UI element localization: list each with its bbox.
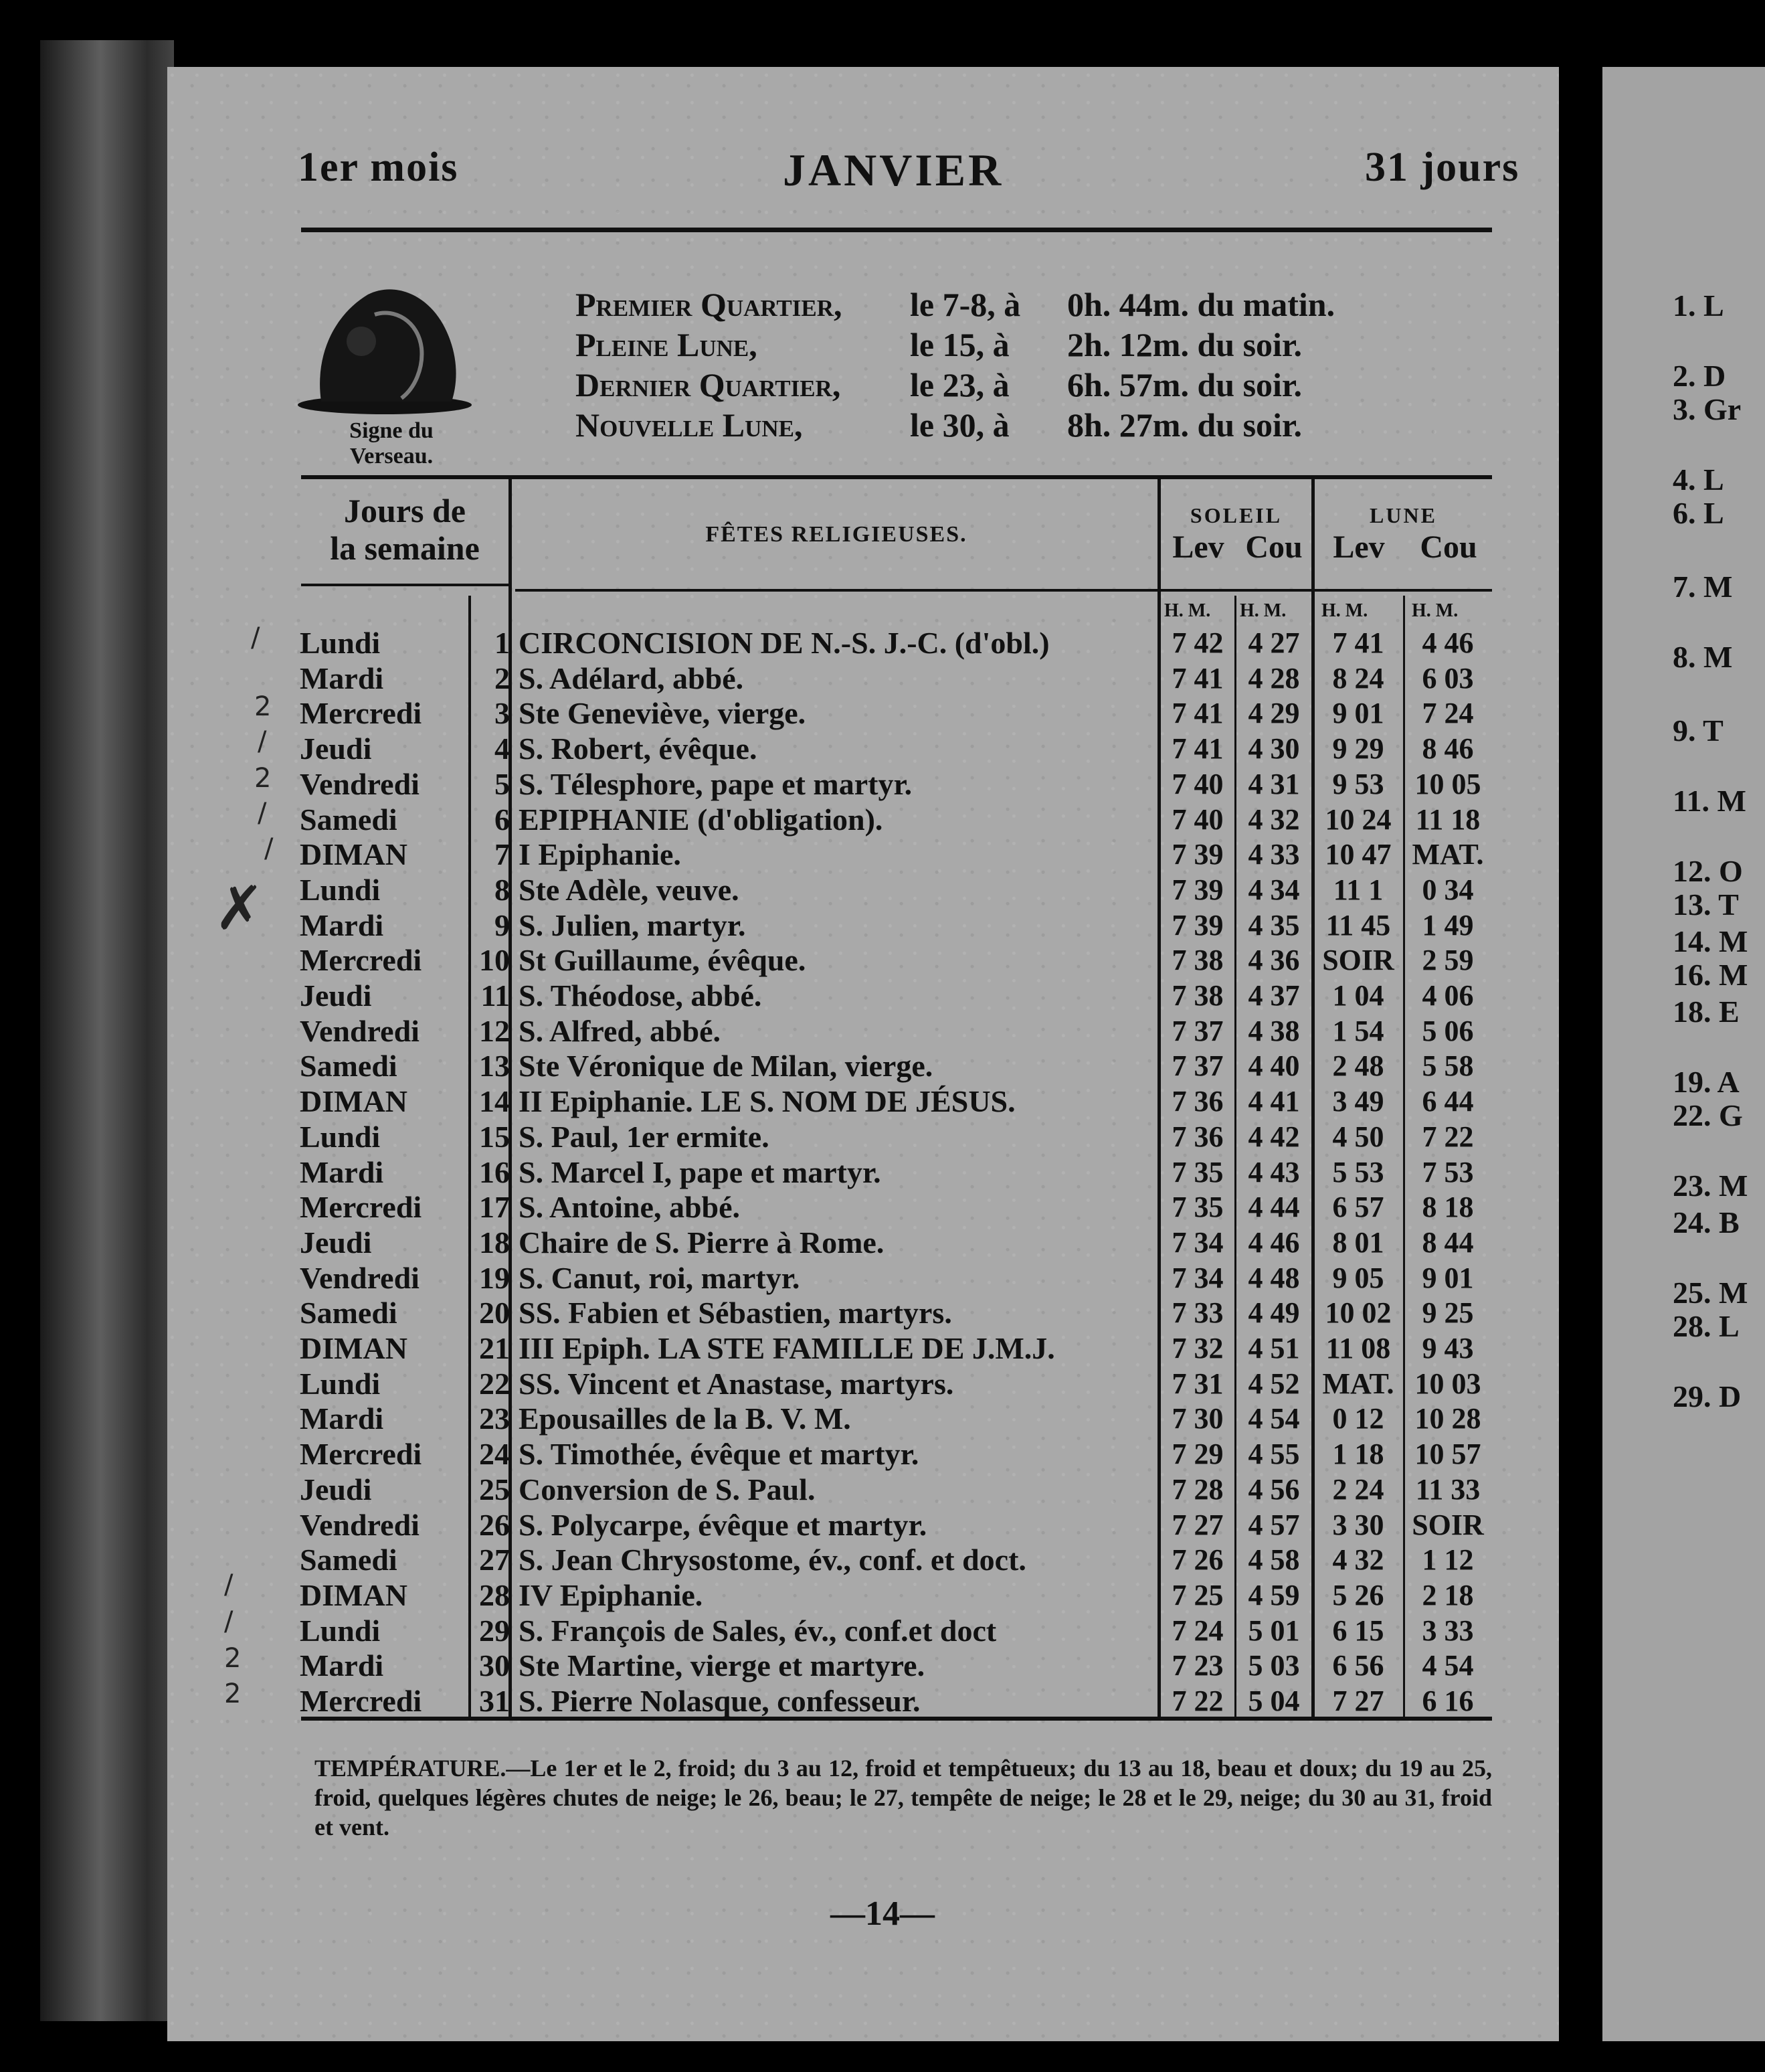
day-number-cell: 27: [479, 1543, 510, 1577]
feast-cell: S. Adélard, abbé.: [519, 661, 744, 695]
table-header-rule: [515, 589, 1492, 592]
sun-rise-header: Lev: [1172, 529, 1224, 565]
handwritten-mark: /: [258, 798, 267, 829]
sunrise-cell: 7 23: [1172, 1649, 1224, 1682]
feast-cell: S. Canut, roi, martyr.: [519, 1261, 800, 1295]
moonset-cell: 7 22: [1422, 1120, 1474, 1153]
sunset-cell: 4 40: [1248, 1049, 1300, 1082]
feast-cell: Epousailles de la B. V. M.: [519, 1401, 851, 1436]
weekday-cell: Mercredi: [300, 1437, 422, 1471]
weekday-cell: Vendredi: [300, 767, 420, 801]
day-number-cell: 14: [479, 1084, 510, 1118]
feast-cell: S. Marcel I, pape et martyr.: [519, 1155, 881, 1189]
sunset-cell: 4 31: [1248, 768, 1300, 800]
temperature-note: TEMPÉRATURE.—Le 1er et le 2, froid; du 3 au 12, froid et tempêtueux; du 13 au 18, beau et doux; du 19 au 25, froid, quelques légères chutes de neige; le 26, beau; le 27, tempête de neige; le 28 et le 29, neige; du 30 au 31, froid et vent.: [314, 1755, 1492, 1840]
header-rule: [301, 228, 1492, 232]
sunset-cell: 5 01: [1248, 1614, 1300, 1647]
moonset-cell: 5 58: [1422, 1049, 1474, 1082]
sunset-cell: 4 30: [1248, 732, 1300, 765]
right-page-line: 24. B: [1673, 1205, 1740, 1239]
phase-date: le 15, à: [910, 326, 1010, 363]
day-number-cell: 5: [494, 767, 510, 801]
moonset-cell: 7 24: [1422, 697, 1474, 729]
weekday-cell: Vendredi: [300, 1261, 420, 1295]
feast-cell: Ste Véronique de Milan, vierge.: [519, 1049, 933, 1083]
weekday-cell: Jeudi: [300, 1472, 372, 1506]
weekday-cell: DIMAN: [300, 1578, 407, 1612]
moonset-cell: 10 28: [1414, 1402, 1481, 1435]
sunrise-cell: 7 33: [1172, 1296, 1224, 1329]
sunrise-cell: 7 39: [1172, 873, 1224, 906]
moonset-cell: 3 33: [1422, 1614, 1474, 1647]
feast-cell: IV Epiphanie.: [519, 1578, 703, 1612]
sunrise-cell: 7 39: [1172, 909, 1224, 942]
weekday-cell: Mardi: [300, 661, 384, 695]
sunset-cell: 4 27: [1248, 626, 1300, 659]
sunset-cell: 4 54: [1248, 1402, 1300, 1435]
moonrise-cell: 9 29: [1332, 732, 1384, 765]
moonset-cell: MAT.: [1412, 838, 1484, 871]
moonset-cell: 6 16: [1422, 1685, 1474, 1717]
month-title: JANVIER: [783, 145, 1004, 195]
sunset-cell: 4 32: [1248, 803, 1300, 836]
sun-set-header: Cou: [1245, 529, 1303, 565]
handwritten-mark: /: [251, 622, 260, 653]
feast-cell: II Epiphanie. LE S. NOM DE JÉSUS.: [519, 1084, 1016, 1118]
weekday-cell: Lundi: [300, 626, 381, 660]
sunrise-cell: 7 37: [1172, 1049, 1224, 1082]
moonset-cell: 2 59: [1422, 944, 1474, 976]
sunrise-cell: 7 28: [1172, 1473, 1224, 1506]
day-number-cell: 3: [494, 696, 510, 730]
sunrise-cell: 7 26: [1172, 1543, 1224, 1576]
right-page-line: 14. M: [1673, 924, 1748, 958]
moonrise-cell: 6 15: [1332, 1614, 1384, 1647]
weekday-cell: Lundi: [300, 873, 381, 907]
weekday-cell: Mercredi: [300, 1190, 422, 1224]
day-number-cell: 11: [480, 978, 510, 1013]
weekday-cell: Vendredi: [300, 1014, 420, 1048]
right-page-line: 28. L: [1673, 1309, 1740, 1343]
right-page-line: 2. D: [1673, 359, 1726, 393]
moonrise-cell: 10 24: [1325, 803, 1392, 836]
handwritten-mark: 2: [254, 763, 272, 794]
sunrise-cell: 7 34: [1172, 1226, 1224, 1259]
day-number-cell: 12: [479, 1014, 510, 1048]
handwritten-cross: ✗: [214, 873, 265, 944]
moonset-cell: 6 03: [1422, 662, 1474, 695]
sunset-cell: 4 51: [1248, 1332, 1300, 1365]
day-number-cell: 21: [479, 1331, 510, 1365]
weekday-cell: Mardi: [300, 1155, 384, 1189]
moonrise-cell: 11 45: [1325, 909, 1391, 942]
phase-date: le 30, à: [910, 406, 1010, 444]
sunrise-cell: 7 29: [1172, 1438, 1224, 1470]
moonrise-cell: 10 02: [1325, 1296, 1392, 1329]
aquarius-sign-icon: [294, 274, 475, 415]
days-column-header: Jours de la semaine: [330, 492, 480, 567]
sunrise-cell: 7 38: [1172, 979, 1224, 1012]
sunset-cell: 4 35: [1248, 909, 1300, 942]
day-number-cell: 18: [479, 1225, 510, 1260]
sunset-cell: 4 48: [1248, 1262, 1300, 1294]
day-number-cell: 1: [494, 626, 510, 660]
book-spine: [40, 40, 174, 2021]
hm-label: H. M.: [1321, 600, 1368, 621]
moonrise-cell: 3 30: [1332, 1508, 1384, 1541]
sunrise-cell: 7 37: [1172, 1015, 1224, 1047]
phase-date: le 7-8, à: [910, 286, 1021, 323]
moonrise-cell: 7 41: [1332, 626, 1384, 659]
moonrise-cell: 6 57: [1332, 1191, 1384, 1223]
feast-cell: SS. Vincent et Anastase, martyrs.: [519, 1367, 954, 1401]
weekday-cell: Mardi: [300, 908, 384, 942]
right-page-line: 29. D: [1673, 1379, 1742, 1413]
weekday-cell: Lundi: [300, 1367, 381, 1401]
right-page-line: 19. A: [1673, 1065, 1740, 1099]
handwritten-mark: 2: [224, 1678, 242, 1709]
moonrise-cell: 4 32: [1332, 1543, 1384, 1576]
moonset-cell: SOIR: [1412, 1508, 1484, 1541]
phase-date: le 23, à: [910, 366, 1010, 404]
weekday-cell: Jeudi: [300, 731, 372, 766]
days-header-rule: [301, 584, 508, 586]
page-number: —14—: [830, 1895, 935, 1933]
right-page-line: 9. T: [1673, 713, 1724, 748]
moonset-cell: 10 57: [1414, 1438, 1481, 1470]
day-number-cell: 19: [479, 1261, 510, 1295]
day-number-cell: 16: [479, 1155, 510, 1189]
sunrise-cell: 7 41: [1172, 697, 1224, 729]
sunset-cell: 4 59: [1248, 1579, 1300, 1612]
sunset-cell: 4 37: [1248, 979, 1300, 1012]
moonrise-cell: 9 53: [1332, 768, 1384, 800]
moonrise-cell: 11 08: [1325, 1332, 1391, 1365]
right-page-line: 7. M: [1673, 570, 1733, 604]
weekday-cell: Vendredi: [300, 1508, 420, 1542]
weekday-cell: Samedi: [300, 1049, 397, 1083]
day-number-cell: 20: [479, 1296, 510, 1330]
moonrise-cell: 11 1: [1333, 873, 1384, 906]
weekday-cell: Jeudi: [300, 1225, 372, 1260]
feast-cell: Ste Adèle, veuve.: [519, 873, 739, 907]
day-number-cell: 17: [479, 1190, 510, 1224]
weekday-cell: DIMAN: [300, 1084, 407, 1118]
feast-cell: I Epiphanie.: [519, 837, 681, 871]
weekday-cell: DIMAN: [300, 1331, 407, 1365]
moonrise-cell: 9 05: [1332, 1262, 1384, 1294]
sun-header: SOLEIL: [1190, 503, 1283, 527]
sunset-cell: 4 28: [1248, 662, 1300, 695]
weekday-cell: Mardi: [300, 1401, 384, 1436]
day-number-cell: 22: [479, 1367, 510, 1401]
sunset-cell: 4 58: [1248, 1543, 1300, 1576]
moonrise-cell: 10 47: [1325, 838, 1392, 871]
moonrise-cell: 2 24: [1332, 1473, 1384, 1506]
hm-label: H. M.: [1164, 600, 1211, 621]
right-page-line: 13. T: [1673, 887, 1739, 922]
handwritten-mark: /: [264, 833, 274, 864]
phase-name: Premier Quartier,: [575, 286, 842, 323]
sunrise-cell: 7 40: [1172, 768, 1224, 800]
sunset-cell: 5 03: [1248, 1649, 1300, 1682]
right-page-line: 12. O: [1673, 854, 1743, 888]
moonset-cell: 11 18: [1415, 803, 1481, 836]
sunrise-cell: 7 40: [1172, 803, 1224, 836]
moonrise-cell: 4 50: [1332, 1120, 1384, 1153]
day-number-cell: 8: [494, 873, 510, 907]
sunrise-cell: 7 38: [1172, 944, 1224, 976]
day-number-cell: 2: [494, 661, 510, 695]
handwritten-mark: /: [224, 1606, 234, 1637]
sunrise-cell: 7 22: [1172, 1685, 1224, 1717]
day-number-cell: 23: [479, 1401, 510, 1436]
sign-caption: Signe du Verseau.: [349, 418, 434, 468]
moon-set-header: Cou: [1420, 529, 1477, 565]
sunrise-cell: 7 35: [1172, 1191, 1224, 1223]
day-number-cell: 10: [479, 943, 510, 977]
right-page-line: 22. G: [1673, 1098, 1743, 1132]
sunset-cell: 4 56: [1248, 1473, 1300, 1506]
day-number-cell: 26: [479, 1508, 510, 1542]
phase-name: Dernier Quartier,: [575, 366, 841, 404]
moonrise-cell: 1 54: [1332, 1015, 1384, 1047]
moonset-cell: 5 06: [1422, 1015, 1474, 1047]
day-number-cell: 9: [494, 908, 510, 942]
phase-time: 2h. 12m. du soir.: [1067, 326, 1303, 363]
sunset-cell: 4 44: [1248, 1191, 1300, 1223]
moonrise-cell: MAT.: [1322, 1367, 1394, 1400]
sunset-cell: 4 42: [1248, 1120, 1300, 1153]
feast-cell: S. Jean Chrysostome, év., conf. et doct.: [519, 1543, 1026, 1577]
phase-name: Pleine Lune,: [575, 326, 757, 363]
moonset-cell: 9 25: [1422, 1296, 1474, 1329]
sunset-cell: 4 38: [1248, 1015, 1300, 1047]
moonrise-cell: 5 53: [1332, 1156, 1384, 1189]
right-page-line: 3. Gr: [1673, 392, 1742, 426]
weekday-cell: Samedi: [300, 1543, 397, 1577]
feast-cell: St Guillaume, évêque.: [519, 943, 806, 977]
weekday-cell: Mercredi: [300, 696, 422, 730]
sunrise-cell: 7 36: [1172, 1085, 1224, 1118]
weekday-cell: Mardi: [300, 1648, 384, 1682]
sunset-cell: 4 29: [1248, 697, 1300, 729]
moonset-cell: 4 54: [1422, 1649, 1474, 1682]
feast-cell: EPIPHANIE (d'obligation).: [519, 802, 883, 837]
feast-cell: S. François de Sales, év., conf.et doct: [519, 1614, 997, 1648]
day-number-cell: 28: [479, 1578, 510, 1612]
moonset-cell: 2 18: [1422, 1579, 1474, 1612]
moonset-cell: 9 01: [1422, 1262, 1474, 1294]
right-page-line: 18. E: [1673, 995, 1740, 1029]
feast-cell: III Epiph. LA STE FAMILLE DE J.M.J.: [519, 1331, 1055, 1365]
moonrise-cell: 2 48: [1332, 1049, 1384, 1082]
right-page-line: 4. L: [1673, 462, 1724, 497]
sunset-cell: 4 36: [1248, 944, 1300, 976]
handwritten-mark: /: [224, 1569, 234, 1600]
feast-cell: S. Timothée, évêque et martyr.: [519, 1437, 919, 1471]
day-number-cell: 13: [479, 1049, 510, 1083]
moonset-cell: 10 05: [1414, 768, 1481, 800]
feast-cell: S. Antoine, abbé.: [519, 1190, 741, 1224]
day-number-cell: 29: [479, 1614, 510, 1648]
day-number-cell: 24: [479, 1437, 510, 1471]
sunset-cell: 4 49: [1248, 1296, 1300, 1329]
right-page-line: 8. M: [1673, 640, 1733, 674]
moonset-cell: 8 46: [1422, 732, 1474, 765]
feast-cell: Chaire de S. Pierre à Rome.: [519, 1225, 885, 1260]
sunrise-cell: 7 30: [1172, 1402, 1224, 1435]
moonset-cell: 11 33: [1415, 1473, 1481, 1506]
day-number-cell: 7: [494, 837, 510, 871]
moonrise-cell: 6 56: [1332, 1649, 1384, 1682]
feasts-column-header: FÊTES RELIGIEUSES.: [705, 522, 967, 547]
phase-name: Nouvelle Lune,: [575, 406, 803, 444]
sunrise-cell: 7 41: [1172, 662, 1224, 695]
feast-cell: S. Alfred, abbé.: [519, 1014, 721, 1048]
sunrise-cell: 7 41: [1172, 732, 1224, 765]
right-page-line: 23. M: [1673, 1169, 1748, 1203]
day-count: 31 jours: [1365, 145, 1520, 190]
feast-cell: Conversion de S. Paul.: [519, 1472, 816, 1506]
moonset-cell: 1 12: [1422, 1543, 1474, 1576]
sunrise-cell: 7 42: [1172, 626, 1224, 659]
weekday-cell: Samedi: [300, 802, 397, 837]
weekday-cell: Mercredi: [300, 1684, 422, 1718]
sunrise-cell: 7 34: [1172, 1262, 1224, 1294]
sunrise-cell: 7 35: [1172, 1156, 1224, 1189]
sunset-cell: 4 46: [1248, 1226, 1300, 1259]
moon-rise-header: Lev: [1333, 529, 1385, 565]
right-page-line: 11. M: [1673, 784, 1746, 818]
hm-label: H. M.: [1412, 600, 1459, 621]
day-number-cell: 25: [479, 1472, 510, 1506]
sunset-cell: 4 33: [1248, 838, 1300, 871]
moonset-cell: 4 46: [1422, 626, 1474, 659]
feast-cell: S. Paul, 1er ermite.: [519, 1120, 769, 1154]
sunrise-cell: 7 25: [1172, 1579, 1224, 1612]
weekday-cell: Samedi: [300, 1296, 397, 1330]
sunset-cell: 4 41: [1248, 1085, 1300, 1118]
sunrise-cell: 7 24: [1172, 1614, 1224, 1647]
moonset-cell: 9 43: [1422, 1332, 1474, 1365]
moonset-cell: 8 44: [1422, 1226, 1474, 1259]
sunrise-cell: 7 36: [1172, 1120, 1224, 1153]
sunrise-cell: 7 27: [1172, 1508, 1224, 1541]
right-page-line: 16. M: [1673, 958, 1748, 992]
day-number-cell: 31: [479, 1684, 510, 1718]
weekday-cell: DIMAN: [300, 837, 407, 871]
weekday-cell: Lundi: [300, 1614, 381, 1648]
sunrise-cell: 7 31: [1172, 1367, 1224, 1400]
phase-time: 6h. 57m. du soir.: [1067, 366, 1303, 404]
day-number-cell: 30: [479, 1648, 510, 1682]
sunset-cell: 4 55: [1248, 1438, 1300, 1470]
feast-cell: Ste Geneviève, vierge.: [519, 696, 806, 730]
feast-cell: S. Théodose, abbé.: [519, 978, 762, 1013]
sunset-cell: 4 43: [1248, 1156, 1300, 1189]
sunrise-cell: 7 39: [1172, 838, 1224, 871]
moonrise-cell: 5 26: [1332, 1579, 1384, 1612]
phase-time: 0h. 44m. du matin.: [1067, 286, 1335, 323]
weekday-cell: Jeudi: [300, 978, 372, 1013]
moonrise-cell: SOIR: [1322, 944, 1394, 976]
handwritten-mark: 2: [224, 1643, 242, 1674]
day-number-cell: 6: [494, 802, 510, 837]
right-page-line: 25. M: [1673, 1276, 1748, 1310]
moonset-cell: 1 49: [1422, 909, 1474, 942]
hm-label: H. M.: [1240, 600, 1287, 621]
feast-cell: SS. Fabien et Sébastien, martyrs.: [519, 1296, 952, 1330]
feast-cell: S. Julien, martyr.: [519, 908, 746, 942]
right-page-line: 1. L: [1673, 288, 1724, 323]
handwritten-mark: /: [258, 726, 267, 757]
moonrise-cell: 3 49: [1332, 1085, 1384, 1118]
moonset-cell: 4 06: [1422, 979, 1474, 1012]
feast-cell: S. Télesphore, pape et martyr.: [519, 767, 913, 801]
handwritten-mark: 2: [254, 691, 272, 722]
feast-cell: S. Polycarpe, évêque et martyr.: [519, 1508, 927, 1542]
feast-cell: Ste Martine, vierge et martyre.: [519, 1648, 925, 1682]
moon-header: LUNE: [1370, 503, 1437, 527]
month-ordinal: 1er mois: [298, 145, 459, 190]
moonrise-cell: 7 27: [1332, 1685, 1384, 1717]
sunset-cell: 4 57: [1248, 1508, 1300, 1541]
moonrise-cell: 0 12: [1332, 1402, 1384, 1435]
moonrise-cell: 1 18: [1332, 1438, 1384, 1470]
day-number-cell: 15: [479, 1120, 510, 1154]
feast-cell: S. Pierre Nolasque, confesseur.: [519, 1684, 921, 1718]
day-number-cell: 4: [494, 731, 510, 766]
right-page-line: 6. L: [1673, 496, 1724, 530]
moonset-cell: 0 34: [1422, 873, 1474, 906]
sunset-cell: 4 52: [1248, 1367, 1300, 1400]
weekday-cell: Lundi: [300, 1120, 381, 1154]
moonrise-cell: 8 24: [1332, 662, 1384, 695]
feast-cell: S. Robert, évêque.: [519, 731, 757, 766]
moonset-cell: 8 18: [1422, 1191, 1474, 1223]
sunset-cell: 5 04: [1248, 1685, 1300, 1717]
feast-cell: CIRCONCISION DE N.-S. J.-C. (d'obl.): [519, 626, 1050, 660]
sunrise-cell: 7 32: [1172, 1332, 1224, 1365]
moonrise-cell: 1 04: [1332, 979, 1384, 1012]
moonset-cell: 6 44: [1422, 1085, 1474, 1118]
moonrise-cell: 8 01: [1332, 1226, 1384, 1259]
phase-time: 8h. 27m. du soir.: [1067, 406, 1303, 444]
sunset-cell: 4 34: [1248, 873, 1300, 906]
moonset-cell: 7 53: [1422, 1156, 1474, 1189]
weekday-cell: Mercredi: [300, 943, 422, 977]
moonrise-cell: 9 01: [1332, 697, 1384, 729]
moonset-cell: 10 03: [1414, 1367, 1481, 1400]
